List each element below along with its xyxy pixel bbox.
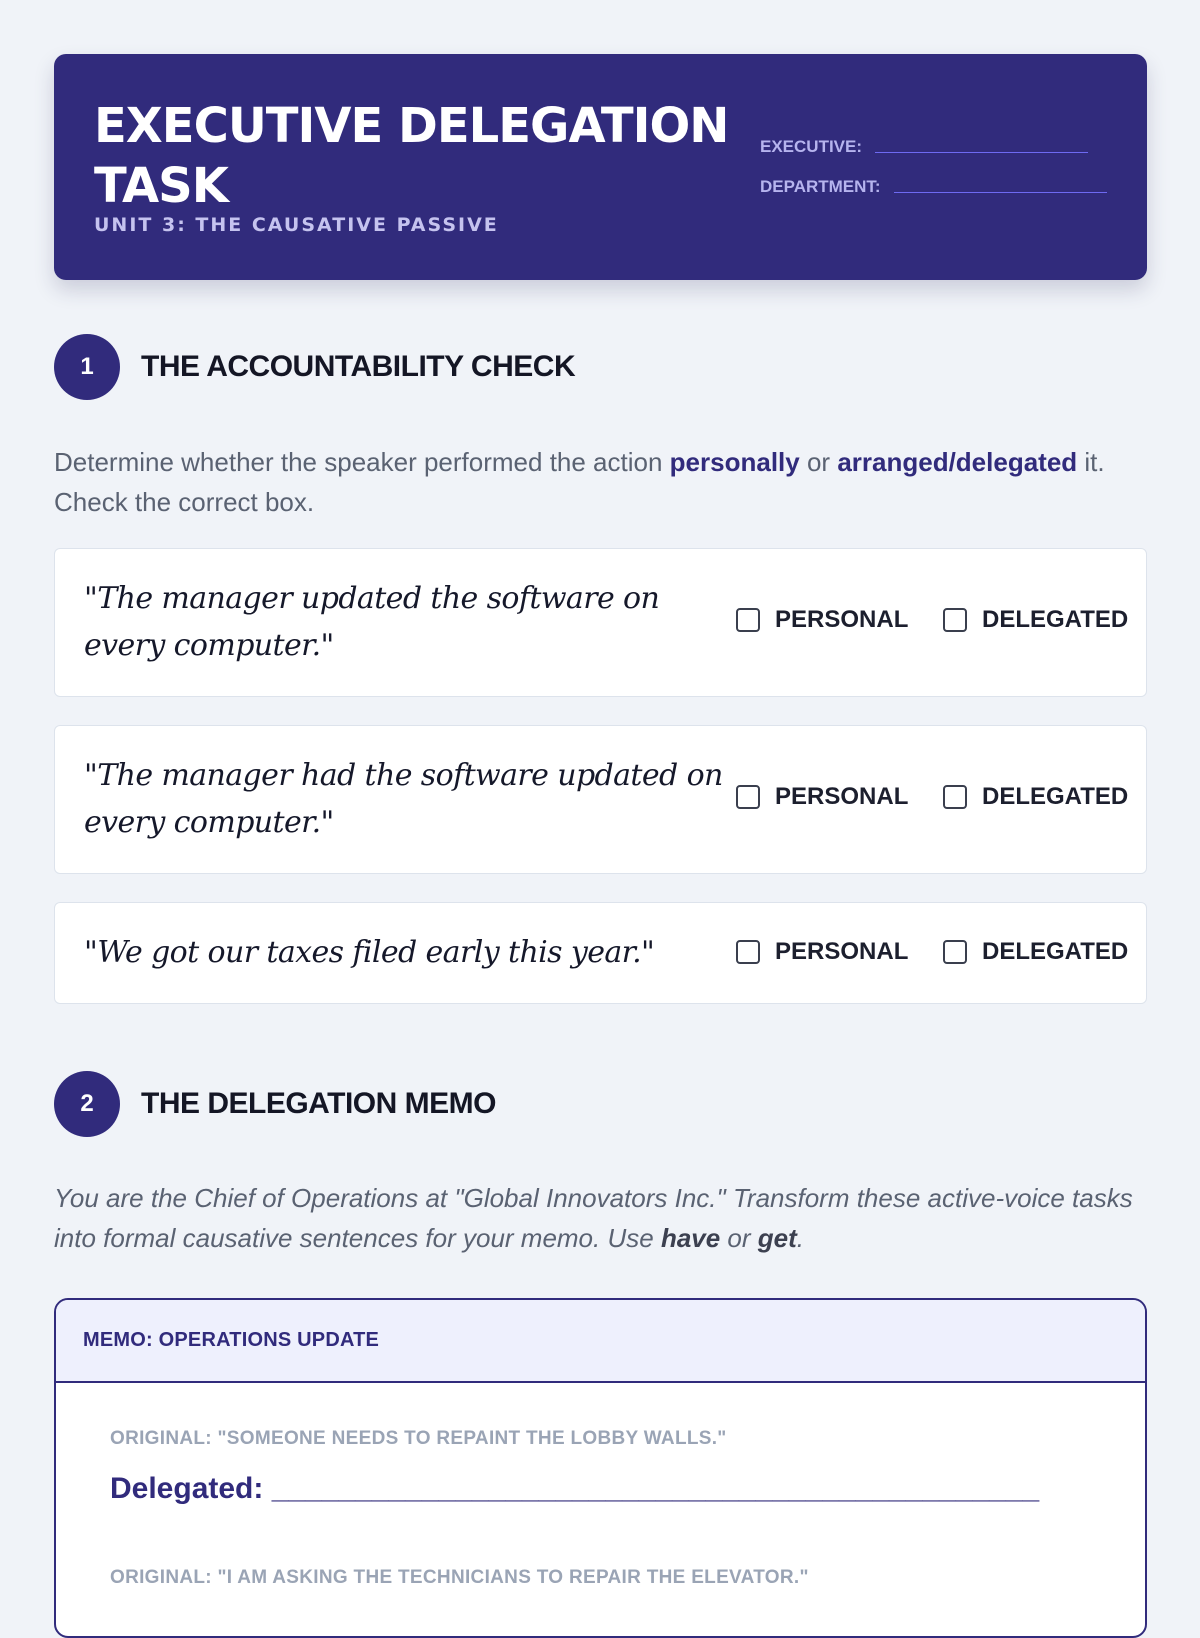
worksheet-page — [54, 54, 1147, 1588]
question-text: "The manager had the software updated on every computer." — [84, 758, 723, 840]
instructions-emphasis-have: have — [660, 1223, 721, 1253]
delegated-label: DELEGATED — [982, 783, 1129, 810]
department-field — [760, 177, 1120, 197]
delegated-label: DELEGATED — [982, 938, 1129, 965]
department-input-line[interactable] — [894, 192, 1107, 193]
instructions-text: or — [720, 1223, 758, 1253]
question-card-2 — [54, 725, 1147, 874]
instructions-emphasis-personally: personally — [669, 447, 800, 477]
memo-original-2: ORIGINAL: "I AM ASKING THE TECHNICIANS TO REPAIR THE ELEVATOR." — [110, 1567, 809, 1588]
instructions-emphasis-get: get — [757, 1223, 797, 1253]
instructions-text: Determine whether the speaker performed the action — [54, 447, 670, 477]
executive-input-line[interactable] — [875, 152, 1088, 153]
delegated-checkbox[interactable] — [943, 940, 967, 964]
question-card-1 — [54, 548, 1147, 697]
section-2-title: THE DELEGATION MEMO — [141, 1087, 496, 1120]
section-2-instructions — [54, 1178, 1147, 1258]
personal-option[interactable] — [736, 938, 908, 966]
question-card-3 — [54, 902, 1147, 1004]
worksheet-header — [54, 54, 1147, 280]
department-label: DEPARTMENT: — [760, 177, 881, 196]
memo-box — [54, 1298, 1147, 1638]
delegated-option[interactable] — [943, 938, 1128, 966]
question-text: "The manager updated the software on every computer." — [84, 581, 660, 663]
memo-heading: MEMO: OPERATIONS UPDATE — [56, 1300, 1145, 1383]
executive-field — [760, 137, 1120, 157]
personal-checkbox[interactable] — [736, 940, 760, 964]
instructions-emphasis-delegated: arranged/delegated — [837, 447, 1078, 477]
instructions-text: it. Check the correct box. — [54, 447, 1105, 517]
personal-label: PERSONAL — [775, 783, 909, 810]
section-1-number: 1 — [54, 334, 120, 400]
section-1-heading — [54, 334, 575, 400]
personal-label: PERSONAL — [775, 606, 909, 633]
personal-checkbox[interactable] — [736, 608, 760, 632]
personal-option[interactable] — [736, 606, 908, 634]
delegated-option[interactable] — [943, 606, 1128, 634]
instructions-text: You are the Chief of Operations at "Global Innovators Inc." Transform these active-voice tasks into formal causative sentences for your memo. Use — [54, 1183, 1133, 1253]
delegated-checkbox[interactable] — [943, 608, 967, 632]
question-text: "We got our taxes filed early this year." — [84, 935, 655, 970]
instructions-text: . — [796, 1223, 805, 1253]
section-2-heading — [54, 1071, 496, 1137]
section-1-title: THE ACCOUNTABILITY CHECK — [141, 350, 576, 383]
delegated-checkbox[interactable] — [943, 785, 967, 809]
worksheet-subtitle: UNIT 3: THE CAUSATIVE PASSIVE — [94, 214, 499, 236]
instructions-text: or — [799, 447, 838, 477]
worksheet-title: EXECUTIVE DELEGATION TASK — [94, 98, 729, 214]
personal-label: PERSONAL — [775, 938, 909, 965]
section-1-instructions — [54, 442, 1147, 522]
memo-answer-line-1[interactable]: Delegated: ______________________________________________ — [110, 1472, 1040, 1505]
delegated-option[interactable] — [943, 783, 1128, 811]
section-2-number: 2 — [54, 1071, 120, 1137]
personal-option[interactable] — [736, 783, 908, 811]
personal-checkbox[interactable] — [736, 785, 760, 809]
executive-label: EXECUTIVE: — [760, 137, 863, 156]
memo-original-1: ORIGINAL: "SOMEONE NEEDS TO REPAINT THE LOBBY WALLS." — [110, 1428, 727, 1449]
delegated-label: DELEGATED — [982, 606, 1129, 633]
